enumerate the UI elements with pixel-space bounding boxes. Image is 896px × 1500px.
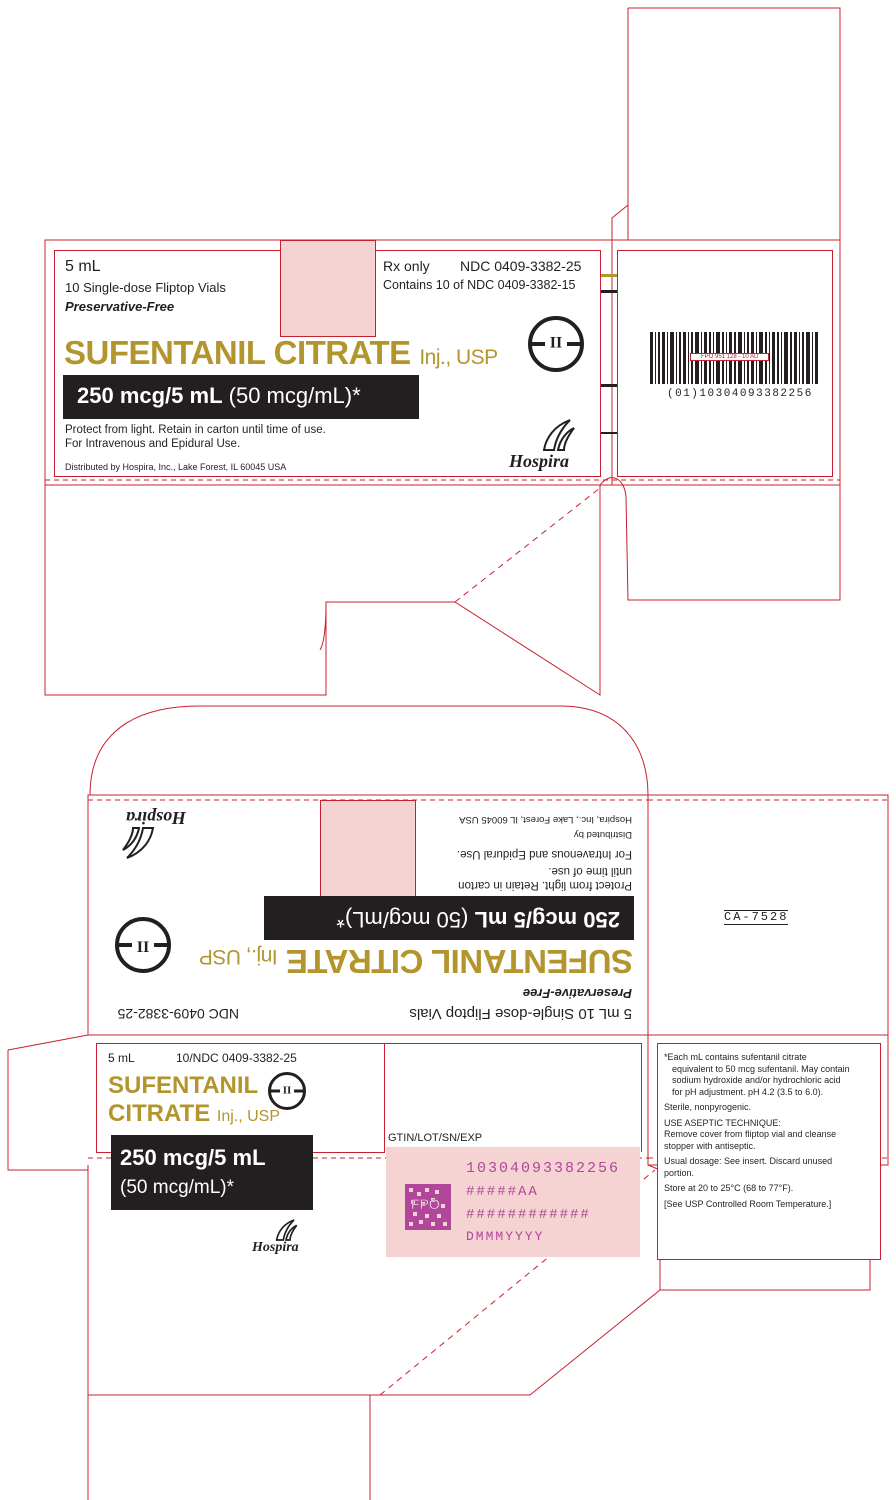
inv-drug-name-main: SUFENTANIL CITRATE xyxy=(286,943,633,980)
end-ndc: 10/NDC 0409-3382-25 xyxy=(176,1051,297,1065)
info-text xyxy=(664,1052,876,1210)
top-rx: Rx only xyxy=(383,258,430,274)
top-route: For Intravenous and Epidural Use. xyxy=(65,438,241,450)
end-volume: 5 mL xyxy=(108,1051,135,1065)
code-label: CA-7528 xyxy=(724,910,789,924)
barcode-overlay: FPO 951 128 - 10 AU xyxy=(690,353,769,361)
inv-drug-name xyxy=(199,942,633,980)
inv-concentration: (50 mcg/mL)* xyxy=(336,907,469,932)
top-drug-name-main: SUFENTANIL CITRATE xyxy=(64,334,411,371)
info-note-2: equivalent to 50 mcg sufentanil. May contain xyxy=(672,1063,850,1074)
gtin-exp: DMMMYYYY xyxy=(466,1229,545,1244)
end-concentration: (50 mcg/mL)* xyxy=(120,1177,235,1198)
end-schedule: II xyxy=(280,1085,294,1096)
barcode-number: (01)10304093382256 xyxy=(667,388,813,400)
inv-preservative: Preservative-Free xyxy=(522,986,632,1001)
inv-route: For Intravenous and Epidural Use. xyxy=(456,848,632,860)
inv-hospira-logo: Hospira xyxy=(125,808,186,828)
end-strength-bar xyxy=(111,1135,313,1210)
end-drug-line2-main: CITRATE xyxy=(108,1100,211,1127)
end-strength: 250 mcg/5 mL xyxy=(120,1145,266,1170)
inv-address: Hospira, Inc., Lake Forest, IL 60045 USA xyxy=(459,814,632,825)
top-contains: Contains 10 of NDC 0409-3382-15 xyxy=(383,278,576,292)
info-store-1: Store at 20 to 25°C (68 to 77°F). xyxy=(664,1183,794,1193)
inv-schedule: II xyxy=(132,937,153,953)
gtin-label: GTIN/LOT/SN/EXP xyxy=(388,1132,483,1144)
top-strength-bar xyxy=(63,375,419,419)
top-strength: 250 mcg/5 mL xyxy=(77,383,223,408)
info-store-2: [See USP Controlled Room Temperature.] xyxy=(664,1198,832,1209)
info-note-1: *Each mL contains sufentanil citrate xyxy=(664,1052,807,1062)
top-color-swatch xyxy=(280,240,376,337)
top-distributor: Distributed by Hospira, Inc., Lake Forest, IL 60045 USA xyxy=(65,462,287,472)
inv-strength-bar xyxy=(264,896,634,940)
inv-ndc: NDC 0409-3382-25 xyxy=(117,1006,239,1022)
top-drug-suffix: Inj., USP xyxy=(419,346,498,369)
info-aseptic-1: USE ASEPTIC TECHNIQUE: xyxy=(664,1117,781,1128)
end-drug-line1: SUFENTANIL xyxy=(108,1072,259,1099)
top-vials: 10 Single-dose Fliptop Vials xyxy=(65,280,226,295)
info-sterile: Sterile, nonpyrogenic. xyxy=(664,1102,752,1112)
info-dosage-2: portion. xyxy=(664,1167,695,1178)
inv-protect-2: until time of use. xyxy=(548,865,632,877)
gtin-sn: ############ xyxy=(466,1207,591,1223)
info-dosage-1: Usual dosage: See insert. Discard unused xyxy=(664,1156,833,1166)
top-preservative: Preservative-Free xyxy=(65,299,175,314)
end-drug-line2 xyxy=(108,1100,280,1128)
inv-protect-1: Protect from light. Retain in carton xyxy=(458,879,632,891)
gtin-lot: #####AA xyxy=(466,1184,539,1200)
end-schedule-c2-icon xyxy=(268,1072,306,1110)
top-hospira-logo: Hospira xyxy=(509,451,570,471)
top-protect: Protect from light. Retain in carton until time of use. xyxy=(65,424,326,436)
inv-volume-vials: 5 mL 10 Single-dose Fliptop Vials xyxy=(409,1005,632,1022)
top-drug-name xyxy=(64,334,498,372)
top-concentration: (50 mcg/mL)* xyxy=(228,383,361,408)
top-volume: 5 mL xyxy=(65,258,101,275)
inv-distributed-by: Distributed by xyxy=(573,829,632,840)
gtin-number: 10304093382256 xyxy=(466,1160,621,1177)
gtin-fpo: FPO xyxy=(411,1196,440,1212)
end-hospira-logo: Hospira xyxy=(252,1240,299,1255)
end-drug-suffix: Inj., USP xyxy=(216,1108,281,1125)
schedule-c2-icon xyxy=(528,316,584,372)
inv-strength: 250 mcg/5 mL xyxy=(474,907,620,932)
inv-drug-suffix: Inj., USP xyxy=(199,945,278,968)
top-ndc: NDC 0409-3382-25 xyxy=(460,258,582,274)
info-note-4: for pH adjustment. pH 4.2 (3.5 to 6.0). xyxy=(672,1086,824,1097)
info-aseptic-3: stopper with antiseptic. xyxy=(664,1140,756,1151)
top-schedule: II xyxy=(545,336,566,352)
info-aseptic-2: Remove cover from fliptop vial and cleanse xyxy=(664,1129,837,1139)
info-note-3: sodium hydroxide and/or hydrochloric acid xyxy=(672,1075,841,1085)
inverted-label xyxy=(96,803,641,1028)
inv-schedule-c2-icon xyxy=(115,917,171,973)
